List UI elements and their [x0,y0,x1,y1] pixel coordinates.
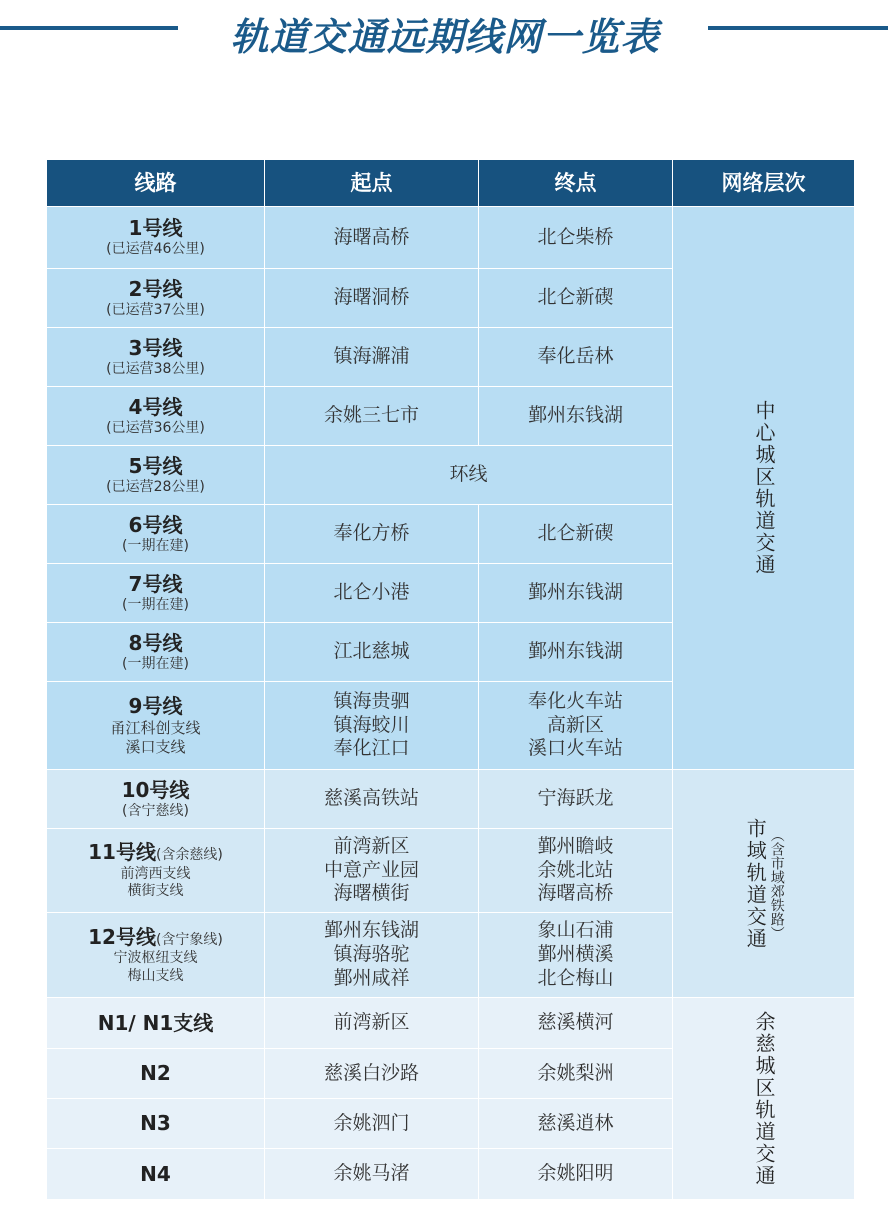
line-cell [47,1099,265,1149]
header-end: 终点 [479,160,673,207]
start-cell: 奉化方桥 [265,505,479,564]
line-cell [47,446,265,505]
table-row [47,998,855,1049]
line-note: (已运营46公里) [106,241,205,258]
end-station: 余姚北站 [537,858,614,881]
start-cell: 海曙高桥 [265,207,479,269]
line-cell [47,770,265,829]
table-header-row [47,160,855,207]
end-cell [479,829,673,913]
end-cell: 北仑新碶 [479,505,673,564]
end-cell: 北仑新碶 [479,269,673,328]
line-name: 3号线 [128,335,183,360]
line-note: (一期在建) [122,596,189,613]
end-station: 高新区 [546,713,604,736]
line-name: 12号线 [88,924,156,949]
line-note: (已运营37公里) [106,301,205,318]
start-station: 镇海骆驼 [333,943,410,966]
table-row [47,207,855,269]
line-cell [47,505,265,564]
header-line: 线路 [47,160,265,207]
header-start: 起点 [265,160,479,207]
line-name: 4号线 [128,394,183,419]
line-network-table [46,159,855,1200]
end-station: 象山石浦 [537,919,614,942]
line-note: (一期在建) [122,537,189,554]
line-note: (已运营28公里) [106,478,205,495]
end-station: 鄞州横溪 [537,943,614,966]
start-cell: 余姚三七市 [265,387,479,446]
end-cell: 宁海跃龙 [479,770,673,829]
line-note: (已运营38公里) [106,360,205,377]
end-cell: 鄞州东钱湖 [479,387,673,446]
header-layer: 网络层次 [673,160,855,207]
start-station: 中意产业园 [323,858,419,881]
layer-central-label: 中心城区轨道交通 [752,400,776,576]
branch-name: 横街支线 [127,883,184,900]
branch-name: 梅山支线 [127,967,184,984]
start-station: 镇海蛟川 [333,713,410,736]
end-cell: 余姚阳明 [479,1149,673,1200]
line-name: 7号线 [128,571,183,596]
layer-cell-yuci [673,998,855,1200]
line-name: N1/ N1支线 [97,1010,214,1035]
line-name: 10号线 [121,777,190,802]
start-station: 奉化江口 [333,737,410,760]
line-name: N3 [140,1111,171,1135]
line-note: (含宁慈线) [122,802,189,819]
layer-cell-city [673,770,855,998]
start-station: 前湾新区 [333,834,410,857]
line-name: 9号线 [128,694,183,719]
start-cell [265,682,479,770]
line-name: 1号线 [128,216,183,241]
loop-cell: 环线 [265,446,673,505]
end-cell: 奉化岳林 [479,328,673,387]
end-cell: 慈溪逍林 [479,1099,673,1149]
start-station: 海曙横街 [333,882,410,905]
end-station: 北仑梅山 [537,966,614,989]
line-cell [47,623,265,682]
end-cell: 慈溪横河 [479,998,673,1049]
page-title: 轨道交通远期线网一览表 [230,15,660,59]
line-name: 6号线 [128,512,183,537]
line-cell [47,564,265,623]
layer-city-note: （含市域郊铁路） [768,827,785,940]
start-cell: 余姚马渚 [265,1149,479,1200]
layer-cell-central [673,207,855,770]
branch-name: 溪口支线 [125,738,186,756]
start-cell: 慈溪白沙路 [265,1049,479,1099]
start-cell [265,913,479,998]
start-cell: 慈溪高铁站 [265,770,479,829]
line-cell [47,1049,265,1099]
line-name: 8号线 [128,630,183,655]
end-cell [479,682,673,770]
line-cell [47,207,265,269]
start-station: 镇海贵驷 [333,689,410,712]
layer-yuci-label: 余慈城区轨道交通 [752,1010,776,1187]
line-cell [47,387,265,446]
start-cell: 余姚泗门 [265,1099,479,1149]
start-cell: 北仑小港 [265,564,479,623]
start-cell: 海曙洞桥 [265,269,479,328]
start-cell [265,829,479,913]
end-station: 海曙高桥 [537,882,614,905]
title-left-rule [0,26,178,30]
line-note: (已运营36公里) [106,419,205,436]
end-station: 奉化火车站 [527,689,623,712]
title-right-rule [708,26,888,30]
end-cell: 鄞州东钱湖 [479,564,673,623]
title-bar [0,0,888,60]
line-name: N2 [140,1061,171,1085]
line-name: 2号线 [128,276,183,301]
end-cell: 鄞州东钱湖 [479,623,673,682]
end-cell: 余姚梨洲 [479,1049,673,1099]
branch-name: 前湾西支线 [120,865,191,882]
line-name: 5号线 [128,453,183,478]
line-cell [47,682,265,770]
line-cell [47,1149,265,1200]
layer-city-label: 市域轨道交通 [743,817,768,950]
table-row [47,770,855,829]
line-cell [47,328,265,387]
line-cell [47,998,265,1049]
start-cell: 前湾新区 [265,998,479,1049]
line-cell [47,269,265,328]
line-name: N4 [140,1161,171,1186]
line-cell [47,829,265,913]
start-cell: 镇海澥浦 [265,328,479,387]
line-name: 11号线 [88,840,156,865]
end-cell: 北仑柴桥 [479,207,673,269]
line-cell [47,913,265,998]
end-station: 溪口火车站 [527,737,623,760]
line-note: (一期在建) [122,655,189,672]
start-station: 鄞州咸祥 [333,966,410,989]
start-cell: 江北慈城 [265,623,479,682]
branch-name: 宁波枢纽支线 [113,950,198,967]
branch-name: 甬江科创支线 [110,719,201,738]
start-station: 鄞州东钱湖 [323,919,419,942]
line-name-note: (含宁象线) [155,931,223,948]
end-cell [479,913,673,998]
line-name-note: (含余慈线) [155,847,223,864]
end-station: 鄞州瞻岐 [537,834,614,857]
